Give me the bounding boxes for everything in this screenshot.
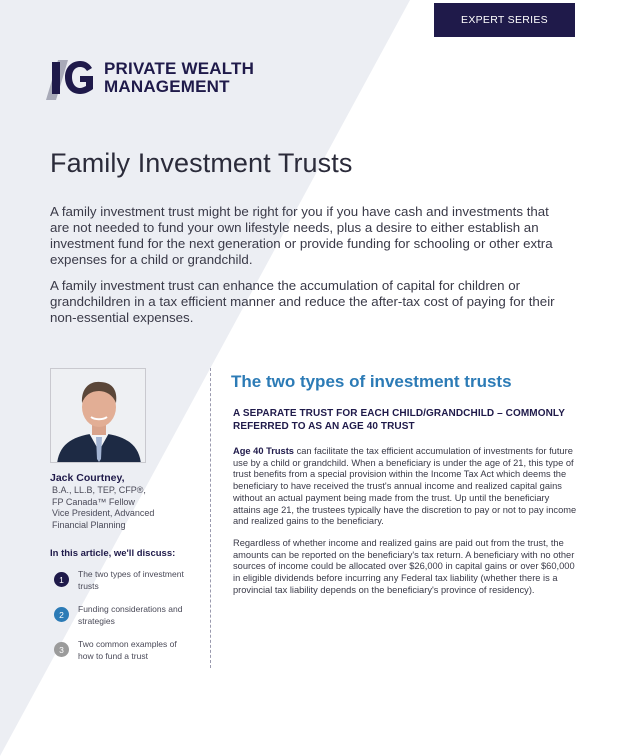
topic-label-2: Funding considerations and strategies bbox=[78, 604, 183, 626]
body-paragraph-1-lead: Age 40 Trusts bbox=[233, 446, 294, 456]
brand-wordmark bbox=[104, 60, 254, 96]
step-number-1-icon: 1 bbox=[54, 572, 69, 587]
brand-line-2: MANAGEMENT bbox=[104, 77, 230, 96]
topic-label-1: The two types of investment trusts bbox=[78, 569, 184, 591]
ig-logo-mark-icon bbox=[38, 56, 98, 100]
column-divider bbox=[210, 368, 211, 668]
page-title: Family Investment Trusts bbox=[50, 148, 353, 178]
author-credentials: B.A., LL.B, TEP, CFP®, bbox=[52, 485, 146, 495]
step-number-3-icon: 3 bbox=[54, 642, 69, 657]
author-info bbox=[50, 472, 200, 531]
author-role-dept: Financial Planning bbox=[52, 519, 126, 530]
body-paragraph-1-text: can facilitate the tax efficient accumulation of investments for future use by a child or grandchild. When a beneficiary is under the age of 21, this type of trust benefits from a special provision within the Income Tax Act which deems the beneficiary to have received the trust's annual income and realized capital gains without an actual payment being made from the trust. Up until the beneficiary attains age 21, the trustees typically have the discretion to pay or not to pay income and realized gains to the beneficiary. bbox=[233, 446, 577, 527]
section-subheading: A SEPARATE TRUST FOR EACH CHILD/GRANDCHILD – COMMONLY REFERRED TO AS AN AGE 40 TRUST bbox=[233, 408, 565, 432]
topic-item-2 bbox=[54, 603, 209, 627]
discuss-heading: In this article, we'll discuss: bbox=[50, 548, 176, 559]
author-photo bbox=[50, 368, 146, 463]
author-name: Jack Courtney, bbox=[50, 472, 125, 484]
author-portrait-icon bbox=[51, 369, 146, 463]
author-fellowship: FP Canada™ Fellow bbox=[52, 496, 135, 507]
article-topics-list bbox=[54, 568, 209, 673]
body-paragraph-1 bbox=[233, 446, 578, 528]
body-paragraph-2: Regardless of whether income and realized gains are paid out from the trust, the amounts can be reported on the beneficiary's tax return. A beneficiary with no other sources of income could be allocated over $26,000 in capital gains or over $60,000 in eligible dividends before incurring any Federal tax liability (whether there is a provincial tax liability depends on the beneficiary's province of residency). bbox=[233, 537, 575, 595]
topic-item-3 bbox=[54, 638, 209, 662]
topic-item-1 bbox=[54, 568, 209, 592]
section-body bbox=[233, 446, 578, 606]
expert-series-tab: EXPERT SERIES bbox=[434, 3, 575, 37]
topic-label-3: Two common examples of how to fund a trust bbox=[78, 639, 177, 661]
intro-paragraph-2: A family investment trust can enhance the accumulation of capital for children or grandchildren in a tax efficient manner and reduce the after-tax cost of paying for their non-essential expenses. bbox=[50, 278, 555, 325]
brand-line-1: PRIVATE WEALTH bbox=[104, 59, 255, 78]
author-role: Vice President, Advanced bbox=[52, 508, 155, 518]
ig-logo bbox=[38, 56, 254, 100]
intro-section bbox=[50, 204, 570, 336]
step-number-2-icon: 2 bbox=[54, 607, 69, 622]
section-title: The two types of investment trusts bbox=[231, 372, 512, 391]
intro-paragraph-1: A family investment trust might be right for you if you have cash and investments that are not needed to fund your own lifestyle needs, plus a desire to either establish an investment fund for the next generation or provide funding for schooling or other extra expenses for a child or grandchild. bbox=[50, 204, 553, 267]
